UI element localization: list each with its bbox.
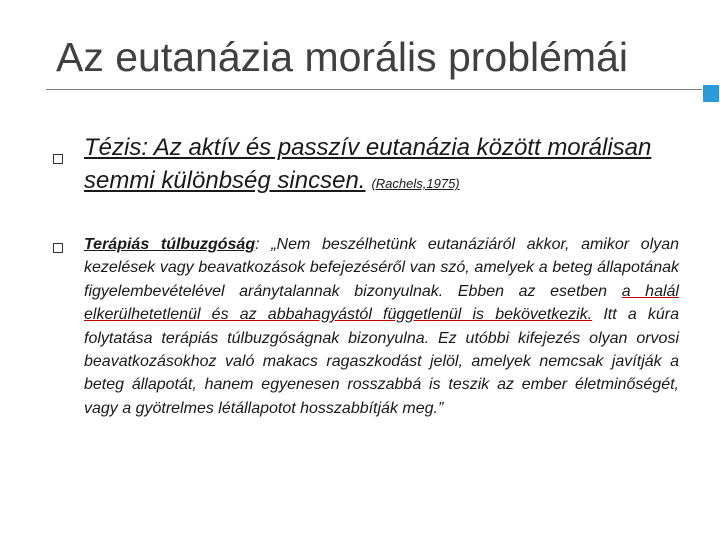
quote-rest: Itt a kúra folytatása terápiás túlbuzgóságnak bizonyulna. Ez utóbbi kifejezés olyan orvosi beavatkozásokhoz való makacs ragaszkodást jelöl, amelyek nemcsak javítják a beteg állapotát, hanem egyenesen rosszabbá is teszik az ember életminőségét, vagy a gyötrelmes létállapotot hosszabbítják meg.” (84, 306, 679, 417)
quote-paragraph (84, 233, 679, 420)
thesis-statement: Tézis: Az aktív és passzív eutanázia között morálisan semmi különbség sincsen. (84, 134, 652, 194)
quote-intro: : „Nem beszélhetünk eutanáziáról akkor, amikor olyan kezelések vagy beavatkozások befejezéséről van szó, amelyek a beteg állapotának figyelembevételével aránytalannak bizonyulnak. Ebben az esetben (84, 236, 679, 300)
slide-title: Az eutanázia morális problémái (56, 34, 628, 80)
thesis-citation: (Rachels,1975) (371, 176, 460, 191)
quote-term: Terápiás túlbuzgóság (84, 236, 256, 253)
accent-square (703, 85, 719, 102)
bullet-square-icon (53, 154, 63, 164)
quote-highlight: a halál elkerülhetetlenül és az abbahagyástól függetlenül is bekövetkezik. (84, 282, 679, 324)
thesis-text (84, 131, 699, 200)
bullet-square-icon (53, 243, 63, 253)
title-divider (46, 89, 702, 90)
